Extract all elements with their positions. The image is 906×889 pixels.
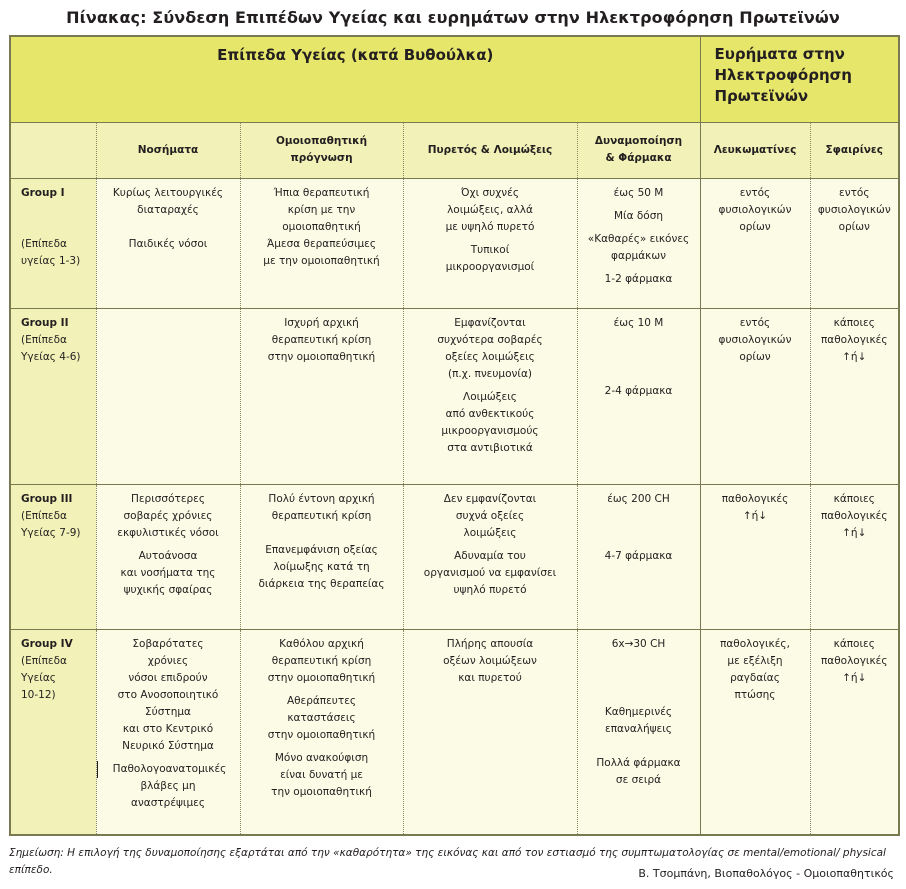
diseases-cell: Σοβαρότατες χρόνιες νόσοι επιδρούν στο Ανοσοποιητικό Σύστημα και στο Κεντρικό Νευρικό Σύστημα Παθολογοανατομικές βλάβες μη αναστρέψιμες xyxy=(96,629,240,835)
prognosis-cell: Ισχυρή αρχική θεραπευτική κρίση στην ομοιοπαθητική xyxy=(240,308,403,484)
col-header-albumins: Λευκωματίνες xyxy=(700,122,810,178)
prognosis-cell: Καθόλου αρχική θεραπευτική κρίση στην ομοιοπαθητική Αθεράπευτες καταστάσεις στην ομοιοπαθητική Μόνο ανακούφιση είναι δυνατή με την ομοιοπαθητική xyxy=(240,629,403,835)
potency-cell: έως 10 Μ 2-4 φάρμακα xyxy=(577,308,700,484)
albumins-cell: παθολογικές ↑ή↓ xyxy=(700,484,810,629)
page-title: Πίνακας: Σύνδεση Επιπέδων Υγείας και ευρημάτων στην Ηλεκτροφόρηση Πρωτεϊνών xyxy=(66,8,840,27)
diseases-cell: Κυρίως λειτουργικές διαταραχές Παιδικές νόσοι xyxy=(96,178,240,308)
globulins-cell: κάποιες παθολογικές ↑ή↓ xyxy=(810,484,899,629)
fever-cell: Εμφανίζονται συχνότερα σοβαρές οξείες λοιμώξεις (π.χ. πνευμονία) Λοιμώξεις από ανθεκτικούς μικροοργανισμούς στα αντιβιοτικά xyxy=(403,308,577,484)
potency-cell: έως 50 Μ Μία δόση «Καθαρές» εικόνες φαρμάκων 1-2 φάρμακα xyxy=(577,178,700,308)
potency-cell: έως 200 CH 4-7 φάρμακα xyxy=(577,484,700,629)
group-cell: Group III (Επίπεδα Υγείας 7-9) xyxy=(10,484,96,629)
globulins-cell: εντός φυσιολογικών ορίων xyxy=(810,178,899,308)
table-row xyxy=(10,308,899,484)
col-header-potency: Δυναμοποίηση & Φάρμακα xyxy=(577,122,700,178)
author-role: , Βιοπαθολόγος - Ομοιοπαθητικός xyxy=(707,867,894,880)
fever-cell: Πλήρης απουσία οξέων λοιμώξεων και πυρετού xyxy=(403,629,577,835)
table-row xyxy=(10,629,899,835)
fever-cell: Όχι συχνές λοιμώξεις, αλλά με υψηλό πυρετό Τυπικοί μικροοργανισμοί xyxy=(403,178,577,308)
albumins-cell: εντός φυσιολογικών ορίων xyxy=(700,178,810,308)
diseases-cell xyxy=(96,308,240,484)
table-row xyxy=(10,484,899,629)
globulins-cell: κάποιες παθολογικές ↑ή↓ xyxy=(810,629,899,835)
footnote: Σημείωση: Η επιλογή της δυναμοποίησης εξαρτάται από την «καθαρότητα» της εικόνας και από τον εστιασμό της συμπτωματολογίας σε mental/emotional/ physical επίπεδο. xyxy=(9,847,886,876)
col-header-fever: Πυρετός & Λοιμώξεις xyxy=(403,122,577,178)
group-cell: Group II (Επίπεδα Υγείας 4-6) xyxy=(10,308,96,484)
fever-cell: Δεν εμφανίζονται συχνά οξείες λοιμώξεις Αδυναμία του οργανισμού να εμφανίσει υψηλό πυρετό xyxy=(403,484,577,629)
health-levels-table xyxy=(9,35,900,836)
potency-cell: 6x→30 CH Καθημερινές επαναλήψεις Πολλά φάρμακα σε σειρά xyxy=(577,629,700,835)
prognosis-cell: Ήπια θεραπευτική κρίση με την ομοιοπαθητική Άμεσα θεραπεύσιμες με την ομοιοπαθητική xyxy=(240,178,403,308)
diseases-cell: Περισσότερες σοβαρές χρόνιες εκφυλιστικές νόσοι Αυτοάνοσα και νοσήματα της ψυχικής σφαίρας xyxy=(96,484,240,629)
author-name: Β. Τσομπάνη xyxy=(638,867,708,880)
col-header-diseases: Νοσήματα xyxy=(96,122,240,178)
prognosis-cell: Πολύ έντονη αρχική θεραπευτική κρίση Επανεμφάνιση οξείας λοίμωξης κατά τη διάρκεια της θεραπείας xyxy=(240,484,403,629)
col-header-globulins: Σφαιρίνες xyxy=(810,122,899,178)
table-row xyxy=(10,178,899,308)
author-credit xyxy=(638,865,894,882)
col-header-prognosis: Ομοιοπαθητική πρόγνωση xyxy=(240,122,403,178)
albumins-cell: εντός φυσιολογικών ορίων xyxy=(700,308,810,484)
group-cell: Group IV (Επίπεδα Υγείας 10-12) xyxy=(10,629,96,835)
header-electrophoresis: Ευρήματα στην Ηλεκτροφόρηση Πρωτεϊνών xyxy=(700,36,899,122)
albumins-cell: παθολογικές, με εξέλιξη ραγδαίας πτώσης xyxy=(700,629,810,835)
group-cell: Group I (Επίπεδα υγείας 1-3) xyxy=(10,178,96,308)
globulins-cell: κάποιες παθολογικές ↑ή↓ xyxy=(810,308,899,484)
col-header-group xyxy=(10,122,96,178)
header-health-levels: Επίπεδα Υγείας (κατά Βυθούλκα) xyxy=(10,36,700,122)
